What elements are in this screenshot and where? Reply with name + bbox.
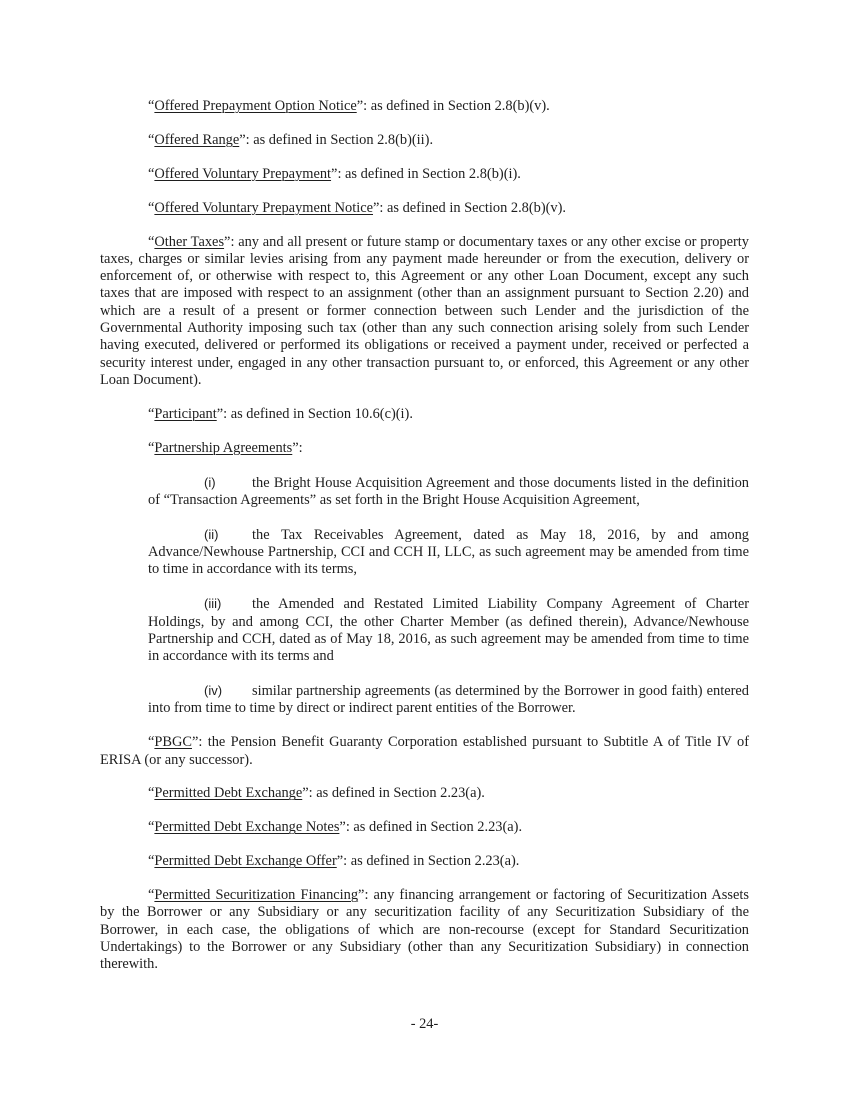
definition-permitted-debt-exchange: “Permitted Debt Exchange”: as defined in Section 2.23(a). <box>148 785 485 802</box>
definition-pbgc: “PBGC”: the Pension Benefit Guaranty Corporation established pursuant to Subtitle A of Title IV of ERISA (or any successor). <box>100 734 749 768</box>
definition-text: : as defined in Section 2.23(a). <box>345 819 523 836</box>
defined-term: Permitted Debt Exchange <box>154 785 303 802</box>
defined-term: Other Taxes <box>154 233 225 250</box>
definition-participant: “Participant”: as defined in Section 10.6(c)(i). <box>148 405 413 422</box>
defined-term: Permitted Debt Exchange Notes <box>154 819 340 836</box>
definition-offered-prepayment-option-notice: “Offered Prepayment Option Notice”: as defined in Section 2.8(b)(v). <box>148 98 550 114</box>
defined-term: Partnership Agreements <box>154 439 293 456</box>
page-number: - 24- <box>410 1016 439 1032</box>
partnership-item-iv <box>148 682 749 718</box>
definition-text: : as defined in Section 2.23(a). <box>308 785 485 802</box>
defined-term: Permitted Debt Exchange Offer <box>154 853 337 870</box>
item-text: the Bright House Acquisition Agreement and those documents listed in the definition of “Transaction Agreements” as set forth in the Bright House Acquisition Agreement, <box>148 474 749 508</box>
item-text: the Tax Receivables Agreement, dated as May 18, 2016, by and among Advance/Newhouse Partnership, CCI and CCH II, LLC, as such agreement may be amended from time to time in accordance with its terms, <box>148 526 749 578</box>
definition-text: : as defined in Section 2.8(b)(ii). <box>245 131 434 148</box>
definition-offered-range: “Offered Range”: as defined in Section 2.8(b)(ii). <box>148 131 434 148</box>
definition-permitted-securitization-financing: “Permitted Securitization Financing”: any financing arrangement or factoring of Securitization Assets by the Borrower or any Subsidiary or any securitization facility of any Securitization Subsidiary of the Borrower, in each case, the obligations of which are non-recourse (except for Standard Securitization Undertakings) to the Borrower or any Subsidiary (other than any Securitization Subsidiary) in connection therewith. <box>100 887 749 973</box>
item-text: similar partnership agreements (as determined by the Borrower in good faith) entered into from time to time by direct or indirect parent entities of the Borrower. <box>148 683 749 717</box>
document-page <box>100 98 749 990</box>
item-number: (iv) <box>204 683 223 699</box>
item-number: (ii) <box>204 526 219 542</box>
definition-text: : any and all present or future stamp or documentary taxes or any other excise or property taxes, charges or similar levies arising from any payment made hereunder or from the execution, delivery or enforcement of, or otherwise with respect to, this Agreement or any other Loan Document, except any such taxes that are imposed with respect to an assignment (other than an assignment pursuant to Section 2.20) and which are a result of a present or former connection between such Lender and the jurisdiction of the Governmental Authority imposing such tax (other than any such connection arising solely from such Lender having executed, delivered or performed its obligations or received a payment under, received or perfected a security interest under, engaged in any other transaction pursuant to, or enforced, this Agreement or any other Loan Document). <box>100 233 749 388</box>
definition-text: : as defined in Section 10.6(c)(i). <box>223 405 413 422</box>
definition-text: : as defined in Section 2.8(b)(v). <box>379 199 567 216</box>
item-number: (i) <box>204 474 216 490</box>
definition-text: : as defined in Section 2.8(b)(i). <box>337 165 521 182</box>
defined-term: PBGC <box>154 734 192 751</box>
defined-term: Offered Voluntary Prepayment <box>154 165 332 182</box>
defined-term: Offered Range <box>154 131 240 148</box>
definition-text: : the Pension Benefit Guaranty Corporation established pursuant to Subtitle A of Title IV of ERISA (or any successor). <box>100 734 749 768</box>
item-text: the Amended and Restated Limited Liability Company Agreement of Charter Holdings, by and among CCI, the other Charter Member (as defined therein), Advance/Newhouse Partnership and CCH, dated as of May 18, 2016, as such agreement may be amended from time to time in accordance with its terms and <box>148 596 749 665</box>
definition-partnership-agreements: “Partnership Agreements”: <box>148 439 303 456</box>
defined-term: Permitted Securitization Financing <box>154 887 359 904</box>
definition-permitted-debt-exchange-notes: “Permitted Debt Exchange Notes”: as defined in Section 2.23(a). <box>148 819 523 836</box>
defined-term: Offered Prepayment Option Notice <box>154 98 357 114</box>
definition-text: : as defined in Section 2.8(b)(v). <box>363 98 550 114</box>
definition-text: : as defined in Section 2.23(a). <box>343 853 520 870</box>
definition-offered-voluntary-prepayment: “Offered Voluntary Prepayment”: as defined in Section 2.8(b)(i). <box>148 165 521 182</box>
definition-text: : any financing arrangement or factoring of Securitization Assets by the Borrower or any Subsidiary or any securitization facility of any Securitization Subsidiary of the Borrower, in each case, the obligations of which are non-recourse (except for Standard Securitization Undertakings) to the Borrower or any Subsidiary (other than any Securitization Subsidiary) in connection therewith. <box>100 887 749 973</box>
definition-text: : <box>298 439 303 456</box>
partnership-item-i <box>148 474 749 510</box>
partnership-item-ii <box>148 526 749 579</box>
defined-term: Participant <box>154 405 217 422</box>
item-number: (iii) <box>204 596 222 612</box>
definition-permitted-debt-exchange-offer: “Permitted Debt Exchange Offer”: as defined in Section 2.23(a). <box>148 853 520 870</box>
definition-other-taxes: “Other Taxes”: any and all present or future stamp or documentary taxes or any other excise or property taxes, charges or similar levies arising from any payment made hereunder or from the execution, delivery or enforcement of, or otherwise with respect to, this Agreement or any other Loan Document, except any such taxes that are imposed with respect to an assignment (other than an assignment pursuant to Section 2.20) and which are a result of a present or former connection between such Lender and the jurisdiction of the Governmental Authority imposing such tax (other than any such connection arising solely from such Lender having executed, delivered or performed its obligations or received a payment under, received or perfected a security interest under, engaged in any other transaction pursuant to, or enforced, this Agreement or any other Loan Document). <box>100 233 749 388</box>
partnership-item-iii <box>148 595 749 665</box>
defined-term: Offered Voluntary Prepayment Notice <box>154 199 373 216</box>
definition-offered-voluntary-prepayment-notice: “Offered Voluntary Prepayment Notice”: as defined in Section 2.8(b)(v). <box>148 199 567 216</box>
